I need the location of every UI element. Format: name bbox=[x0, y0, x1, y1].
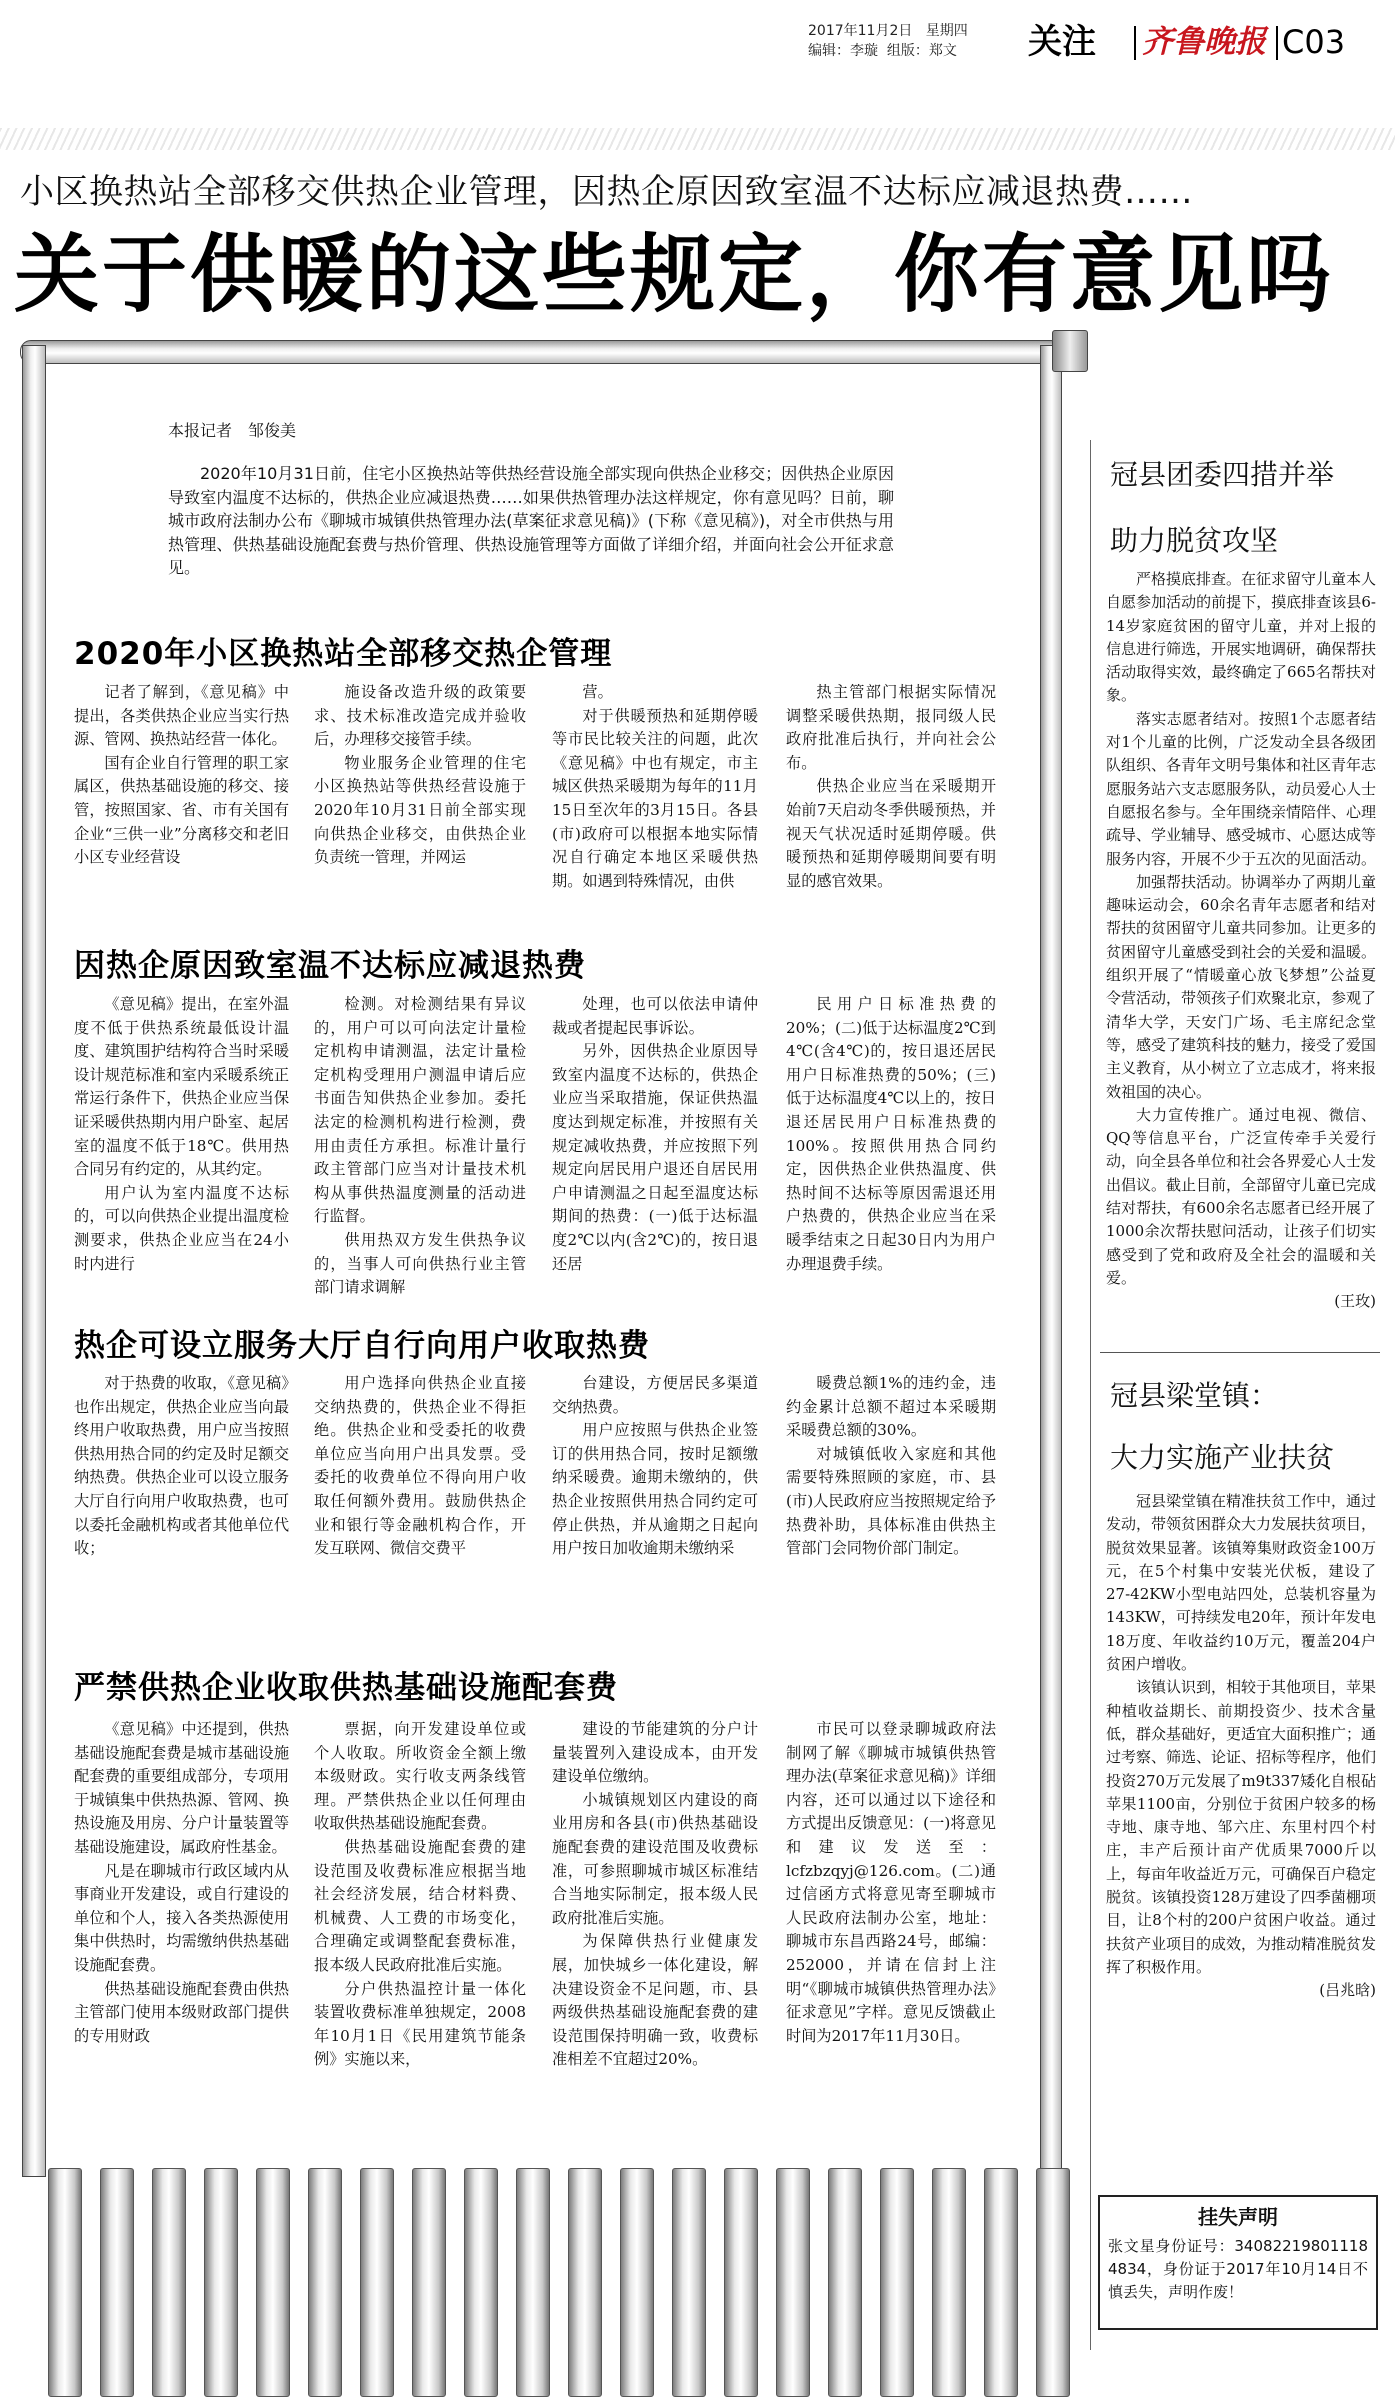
paragraph: 票据，向开发建设单位或个人收取。所收资金全额上缴本级财政。实行收支两条线管理。严禁供热企业以任何理由收取供热基础设施配套费。 bbox=[314, 1720, 526, 1833]
radiator-fin bbox=[932, 2168, 966, 2397]
paragraph: 记者了解到，《意见稿》中提出，各类供热企业应当实行热源、管网、换热站经营一体化。 bbox=[74, 683, 289, 749]
radiator-fin bbox=[464, 2168, 498, 2397]
sub-headline: 小区换热站全部移交供热企业管理，因热企原因致室温不达标应减退热费…… bbox=[20, 172, 1193, 212]
paragraph: 台建设，方便居民多渠道交纳热费。 bbox=[552, 1374, 758, 1416]
pipe-connector bbox=[1052, 330, 1088, 372]
paragraph: 供用热双方发生供热争议的，当事人可向供热行业主管部门请求调解 bbox=[314, 1230, 526, 1297]
sidebar-divider bbox=[1090, 440, 1091, 2350]
section-3-col-3 bbox=[552, 1372, 758, 1642]
section-2-col-4 bbox=[786, 993, 996, 1305]
section-2-col-1 bbox=[74, 993, 289, 1305]
paragraph: 《意见稿》提出，在室外温度不低于供热系统最低设计温度、建筑围护结构符合当时采暖设计规范标准和室内采暖系统正常运行条件下，供热企业应当保证采暖供热期内用户卧室、起居室的温度不低于18℃。供用热合同另有约定的，从其约定。 bbox=[74, 995, 289, 1179]
sidebar-story-1-title bbox=[1110, 450, 1380, 566]
radiator-fin bbox=[776, 2168, 810, 2397]
lead-paragraph: 2020年10月31日前，住宅小区换热站等供热经营设施全部实现向供热企业移交；因供热企业原因导致室内温度不达标的，供热企业应减退热费……如果供热管理办法这样规定，你有意见吗？日前，聊城市政府法制办公布《聊城市城镇供热管理办法(草案征求意见稿)》(下称《意见稿》)，对全市供热与用热管理、供热基础设施配套费与热价管理、供热设施管理等方面做了详细介绍，并面向社会公开征求意见。 bbox=[168, 464, 894, 577]
paragraph: 凡是在聊城市行政区域内从事商业开发建设，或自行建设的单位和个人，接入各类热源使用集中供热时，均需缴纳供热基础设施配套费。 bbox=[74, 1861, 289, 1974]
sidebar-story-1-author: (王玫) bbox=[1334, 1292, 1376, 1311]
header-date-line bbox=[808, 22, 968, 40]
paragraph: 落实志愿者结对。按照1个志愿者结对1个儿童的比例，广泛发动全县各级团队组织、各青年文明号集体和社区青年志愿服务站六支志愿服务队，动员爱心人士自愿报名参与。全年围绕亲情陪伴、心理疏导、学业辅导、感受城市、心愿达成等服务内容，开展不少于五次的见面活动。 bbox=[1106, 709, 1377, 868]
radiator-fin bbox=[880, 2168, 914, 2397]
section-2-title: 因热企原因致室温不达标应减退热费 bbox=[74, 948, 586, 984]
paragraph: 加强帮扶活动。协调举办了两期儿童趣味运动会，60余名青年志愿者和结对帮扶的贫困留守儿童共同参加。让更多的贫困留守儿童感受到社会的关爱和温暖。组织开展了“情暖童心放飞梦想”公益夏令营活动，带领孩子们欢聚北京，参观了清华大学，天安门广场、毛主席纪念堂等，感受了建筑科技的魅力，接受了爱国主义教育，从小树立了立志成才，将来报效祖国的决心。 bbox=[1106, 872, 1377, 1101]
section-2-col-3 bbox=[552, 993, 758, 1305]
radiator-fin bbox=[724, 2168, 758, 2397]
paragraph: 用户选择向供热企业直接交纳热费的，供热企业不得拒绝。供热企业和受委托的收费单位应当向用户出具发票。受委托的收费单位不得向用户收取任何额外费用。鼓励供热企业和银行等金融机构合作，开发互联网、微信交费平 bbox=[314, 1374, 526, 1558]
section-1-col-3 bbox=[552, 681, 758, 926]
paragraph: 物业服务企业管理的住宅小区换热站等供热经营设施于2020年10月31日前全部实现向供热企业移交，由供热企业负责统一管理，并网运 bbox=[314, 753, 526, 867]
byline: 本报记者 邹俊美 bbox=[168, 421, 297, 440]
sidebar-story-1-title-line-2: 助力脱贫攻坚 bbox=[1110, 524, 1279, 557]
sidebar-story-2-title bbox=[1110, 1374, 1380, 1480]
paragraph: 对城镇低收入家庭和其他需要特殊照顾的家庭，市、县(市)人民政府应当按照规定给予热费补助，具体标准由供热主管部门会同物价部门制定。 bbox=[786, 1444, 996, 1558]
section-1-col-1 bbox=[74, 681, 289, 926]
paragraph: 小城镇规划区内建设的商业用房和各县(市)供热基础设施配套费的建设范围及收费标准，可参照聊城市城区标准结合当地实际制定，报本级人民政府批准后实施。 bbox=[552, 1790, 758, 1927]
paragraph: 供热基础设施配套费的建设范围及收费标准应根据当地社会经济发展，结合材料费、机械费、人工费的市场变化，合理确定或调整配套费标准，报本级人民政府批准后实施。 bbox=[314, 1837, 526, 1974]
section-4-col-4 bbox=[786, 1718, 996, 2123]
paragraph: 为保障供热行业健康发展，加快城乡一体化建设，解决建设资金不足问题，市、县两级供热基础设施配套费的建设范围保持明确一致，收费标准相差不宜超过20%。 bbox=[552, 1932, 758, 2069]
section-2-col-2 bbox=[314, 993, 526, 1305]
pipe-left-vertical bbox=[22, 345, 46, 2177]
radiator-fin bbox=[256, 2168, 290, 2397]
paragraph: 热主管部门根据实际情况调整采暖供热期，报同级人民政府批准后执行，并向社会公布。 bbox=[786, 683, 996, 772]
header-layout: 组版：郑文 bbox=[886, 43, 957, 59]
paragraph: 用户应按照与供热企业签订的供用热合同，按时足额缴纳采暖费。逾期未缴纳的，供热企业按照供用热合同约定可停止供热，并从逾期之日起向用户按日加收逾期未缴纳采 bbox=[552, 1421, 758, 1558]
pipe-horizontal bbox=[20, 340, 1062, 364]
lost-notice-box bbox=[1098, 2195, 1378, 2330]
section-4-col-2 bbox=[314, 1718, 526, 2123]
sidebar-story-1-body bbox=[1106, 568, 1376, 1328]
paragraph: 建设的节能建筑的分户计量装置列入建设成本，由开发建设单位缴纳。 bbox=[552, 1720, 758, 1786]
section-4-col-1 bbox=[74, 1718, 289, 2123]
radiator-fin bbox=[48, 2168, 82, 2397]
paragraph: 施设备改造升级的政策要求、技术标准改造完成并验收后，办理移交接管手续。 bbox=[314, 683, 526, 749]
radiator-fin bbox=[100, 2168, 134, 2397]
header-weekday: 星期四 bbox=[925, 23, 968, 39]
header-editor-line bbox=[808, 42, 957, 60]
radiator-fin bbox=[620, 2168, 654, 2397]
radiator-fin bbox=[984, 2168, 1018, 2397]
paragraph: 对于热费的收取，《意见稿》也作出规定，供热企业应当向最终用户收取热费，用户应当按照供热用热合同的约定及时足额交纳热费。供热企业可以设立服务大厅自行向用户收取热费，也可以委托金融机构或者其他单位代收； bbox=[74, 1374, 289, 1558]
radiator-fin bbox=[360, 2168, 394, 2397]
paragraph: 暖费总额1%的违约金，违约金累计总额不超过本采暖期采暖费总额的30%。 bbox=[786, 1374, 996, 1440]
paragraph: 严格摸底排查。在征求留守儿童本人自愿参加活动的前提下，摸底排查该县6-14岁家庭贫困的留守儿童，并对上报的信息进行筛选，开展实地调研，确保帮扶活动取得实效，最终确定了665名帮扶对象。 bbox=[1106, 570, 1377, 705]
paragraph: 市民可以登录聊城政府法制网了解《聊城市城镇供热管理办法(草案征求意见稿)》详细内容，还可以通过以下途径和方式提出反馈意见：(一)将意见和建议发送至：lcfzbzqyj@126.com。(二)通过信函方式将意见寄至聊城市人民政府法制办公室，地址：聊城市东昌西路24号，邮编：252000，并请在信封上注明“《聊城市城镇供热管理办法》征求意见”字样。意见反馈截止时间为2017年11月30日。 bbox=[786, 1720, 996, 2045]
header-editor: 编辑：李璇 bbox=[808, 43, 878, 59]
section-1-col-2 bbox=[314, 681, 526, 926]
radiator-fin bbox=[568, 2168, 602, 2397]
paragraph: 国有企业自行管理的职工家属区，供热基础设施的移交、接管，按照国家、省、市有关国有企业“三供一业”分离移交和老旧小区专业经营设 bbox=[74, 753, 289, 867]
header-divider-1 bbox=[1134, 26, 1136, 60]
radiator-fin bbox=[672, 2168, 706, 2397]
sidebar-separator bbox=[1100, 1352, 1380, 1353]
paragraph: 对于供暖预热和延期停暖等市民比较关注的问题，此次《意见稿》中也有规定，市主城区供热采暖期为每年的11月15日至次年的3月15日。各县(市)政府可以根据本地实际情况自行确定本地区采暖供热期。如遇到特殊情况，由供 bbox=[552, 706, 758, 890]
lost-notice-text: 张文星身份证号：340822198011184834，身份证于2017年10月14日不慎丢失，声明作废！ bbox=[1108, 2237, 1368, 2301]
paragraph: 另外，因供热企业原因导致室内温度不达标的，供热企业应当采取措施，保证供热温度达到规定标准，并按照有关规定减收热费，并应按照下列规定向居民用户退还自居民用户申请测温之日起至温度达标期间的热费：(一)低于达标温度2℃以内(含2℃)的，按日退还居 bbox=[552, 1042, 758, 1273]
paragraph: 《意见稿》中还提到，供热基础设施配套费是城市基础设施配套费的重要组成部分，专项用于城镇集中供热热源、管网、换热设施及用房、分户计量装置等基础设施建设，属政府性基金。 bbox=[74, 1720, 289, 1856]
radiator-fin bbox=[152, 2168, 186, 2397]
paragraph: 分户供热温控计量一体化装置收费标准单独规定，2008年10月1日《民用建筑节能条例》实施以来， bbox=[314, 1979, 526, 2069]
paragraph: 营。 bbox=[582, 683, 613, 701]
paragraph: 供热基础设施配套费由供热主管部门使用本级财政部门提供的专用财政 bbox=[74, 1979, 289, 2045]
radiator-fin bbox=[308, 2168, 342, 2397]
section-name: 关注 bbox=[1028, 22, 1096, 62]
radiator-fin bbox=[828, 2168, 862, 2397]
header-date: 2017年11月2日 bbox=[808, 23, 913, 39]
paragraph: 民用户日标准热费的20%；(二)低于达标温度2℃到4℃(含4℃)的，按日退还居民用户日标准热费的50%；(三)低于达标温度4℃以上的，按日退还居民用户日标准热费的100%。按照供用热合同约定，因供热企业供热温度、供热时间不达标等原因需退还用户热费的，供热企业应当在采暖季结束之日起30日内为用户办理退费手续。 bbox=[786, 995, 996, 1273]
paragraph: 冠县梁堂镇在精准扶贫工作中，通过发动，带领贫困群众大力发展扶贫项目，脱贫效果显著。该镇筹集财政资金100万元，在5个村集中安装光伏板，建设了27-42KW小型电站四处，总装机容量为143KW，可持续发电20年，预计年发电18万度、年收益约10万元，覆盖204户贫困户增收。 bbox=[1106, 1492, 1377, 1674]
paragraph: 用户认为室内温度不达标的，可以向供热企业提出温度检测要求，供热企业应当在24小时内进行 bbox=[74, 1183, 289, 1273]
radiator-fin bbox=[1036, 2168, 1070, 2397]
page-number: C03 bbox=[1282, 23, 1346, 61]
section-4-col-3 bbox=[552, 1718, 758, 2123]
paragraph: 大力宣传推广。通过电视、微信、QQ等信息平台，广泛宣传牵手关爱行动，向全县各单位和社会各界爱心人士发出倡议。截止目前，全部留守儿童已完成结对帮扶，有600余名志愿者已经开展了1000余次帮扶慰问活动，让孩子们切实感受到了党和政府及全社会的温暖和关爱。 bbox=[1106, 1105, 1377, 1287]
section-3-title: 热企可设立服务大厅自行向用户收取热费 bbox=[74, 1328, 650, 1364]
paragraph: 检测。对检测结果有异议的，用户可以可向法定计量检定机构申请测温，法定计量检定机构受理用户测温申请后应书面告知供热企业参加。委托法定的检测机构进行检测，费用由责任方承担。标准计量行政主管部门应当对计量技术机构从事供热温度测量的活动进行监督。 bbox=[314, 995, 526, 1226]
section-3-col-2 bbox=[314, 1372, 526, 1642]
lost-notice-title: 挂失声明 bbox=[1198, 2205, 1278, 2229]
decorative-pipe-top bbox=[0, 128, 1395, 150]
radiator-fin bbox=[412, 2168, 446, 2397]
sidebar-story-2-title-line-1: 冠县梁堂镇： bbox=[1110, 1379, 1279, 1412]
radiator-fin bbox=[204, 2168, 238, 2397]
paragraph: 处理，也可以依法申请仲裁或者提起民事诉讼。 bbox=[552, 995, 758, 1037]
sidebar-story-2-author: (吕兆晗) bbox=[1319, 1981, 1376, 2000]
pipe-right-vertical bbox=[1040, 345, 1062, 2177]
paragraph: 供热企业应当在采暖期开始前7天启动冬季供暖预热，并视天气状况适时延期停暖。供暖预热和延期停暖期间要有明显的感官效果。 bbox=[786, 777, 996, 890]
section-1-title: 2020年小区换热站全部移交热企管理 bbox=[74, 636, 613, 672]
header-divider-2 bbox=[1276, 26, 1278, 60]
section-3-col-1 bbox=[74, 1372, 289, 1642]
section-4-title: 严禁供热企业收取供热基础设施配套费 bbox=[74, 1670, 618, 1706]
newspaper-logo: 齐鲁晚报 bbox=[1142, 24, 1266, 60]
sidebar-story-2-title-line-2: 大力实施产业扶贫 bbox=[1110, 1441, 1335, 1474]
section-1-col-4 bbox=[786, 681, 996, 926]
paragraph: 该镇认识到，相较于其他项目，苹果种植收益期长、前期投资少、技术含量低，群众基础好，更适宜大面积推广；通过考察、筛选、论证、招标等程序，他们投资270万元发展了m9t337矮化自根砧苹果1100亩，分别位于贫困户较多的杨寺地、康寺地、邹六庄、东里村四个村庄，丰产后预计亩产优质果7000斤以上，每亩年收益近万元，可确保百户稳定脱贫。该镇投资128万建设了四季菌棚项目，让8个村的200户贫困户收益。通过扶贫产业项目的成效，为推动精准脱贫发挥了积极作用。 bbox=[1106, 1678, 1377, 1976]
radiator-fin bbox=[516, 2168, 550, 2397]
main-headline: 关于供暖的这些规定，你有意见吗 bbox=[14, 226, 1335, 325]
sidebar-story-1-title-line-1: 冠县团委四措并举 bbox=[1110, 458, 1335, 491]
sidebar-story-2-body bbox=[1106, 1490, 1376, 2130]
section-3-col-4 bbox=[786, 1372, 996, 1642]
